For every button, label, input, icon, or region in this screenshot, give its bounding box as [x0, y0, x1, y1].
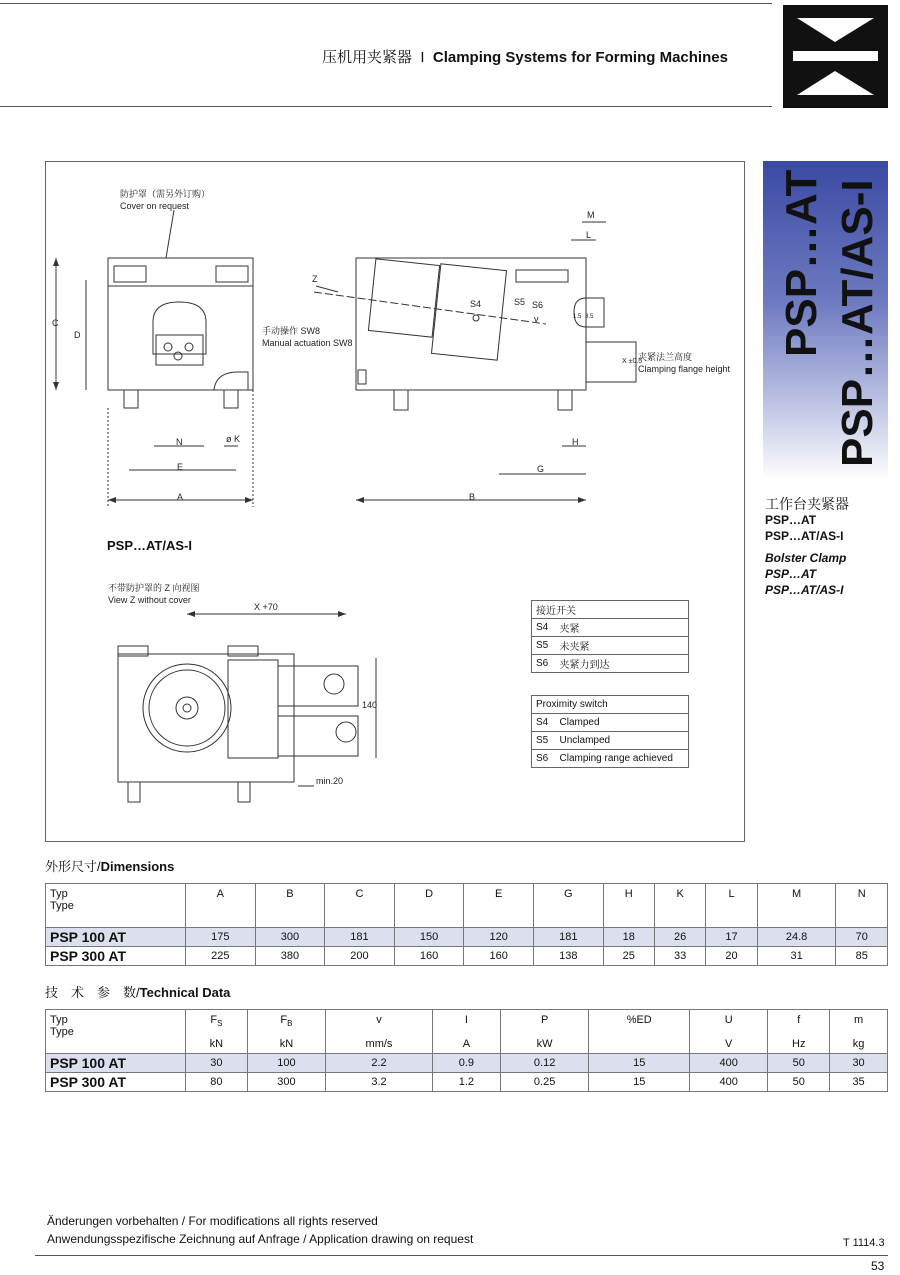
header-title-cn: 压机用夹紧器 — [322, 49, 413, 66]
front-view-clamp — [153, 302, 206, 354]
dim-S6: S6 — [532, 300, 544, 310]
cell: 26 — [654, 928, 705, 947]
typ-header — [46, 884, 186, 928]
dim-L: L — [586, 230, 592, 240]
dim-140: 140 — [362, 700, 378, 710]
side-caption-4: PSP…AT — [765, 567, 817, 581]
side-caption-2: PSP…AT/AS-I — [765, 529, 844, 543]
side-title-1: PSP…AT — [777, 169, 826, 357]
cell: 181 — [533, 928, 603, 947]
dim-C: C — [52, 318, 59, 328]
dim-3-5: 3.5 — [585, 314, 594, 320]
col-header: U V — [690, 1010, 768, 1054]
switch-label: Unclamped — [556, 732, 689, 750]
cell: 200 — [325, 947, 395, 966]
viewz-label-cn: 不带防护罩的 Z 向视图 — [108, 583, 200, 593]
cell: 100 — [247, 1054, 325, 1073]
col-header: I A — [432, 1010, 500, 1054]
col-header: G — [533, 884, 603, 928]
viewz-label-en: View Z without cover — [108, 595, 191, 605]
dimensions-table — [45, 883, 888, 966]
col-header: E — [464, 884, 534, 928]
switch-label: 夹紧力到达 — [556, 655, 689, 673]
cover-label-cn: 防护罩（需另外订购） — [120, 189, 211, 199]
col-header: K — [654, 884, 705, 928]
manual-label-cn: 手动操作 SW8 — [262, 326, 321, 336]
col-header: $F_S$ kN — [186, 1010, 248, 1054]
table-row — [46, 1054, 888, 1073]
cell: 15 — [589, 1054, 690, 1073]
cell: 17 — [706, 928, 757, 947]
model-label: PSP…AT/AS-I — [107, 538, 192, 553]
dim-1-5: 1.5 — [573, 314, 582, 320]
col-header: m kg — [830, 1010, 888, 1054]
cell: 175 — [186, 928, 256, 947]
switch-table-en-header: Proximity switch — [532, 696, 689, 714]
cell: 138 — [533, 947, 603, 966]
cell: 50 — [768, 1054, 830, 1073]
technical-table — [45, 1009, 888, 1092]
header-separator: I — [416, 49, 429, 66]
switch-code: S6 — [532, 750, 556, 768]
switch-row — [532, 750, 689, 768]
dim-K: ø K — [226, 434, 241, 444]
row-name: PSP 100 AT — [46, 928, 186, 947]
front-view-body — [108, 258, 253, 390]
header-title-en: Clamping Systems for Forming Machines — [432, 49, 728, 66]
switch-row — [532, 714, 689, 732]
cell: 24.8 — [757, 928, 836, 947]
cell: 0.25 — [500, 1073, 589, 1092]
side-view-body — [356, 258, 586, 390]
col-header: %ED — [589, 1010, 690, 1054]
cell: 300 — [255, 928, 325, 947]
technical-title-cn: 技 术 参 数/ — [45, 985, 140, 1000]
col-header: M — [757, 884, 836, 928]
side-caption-5: PSP…AT/AS-I — [765, 583, 844, 597]
switch-row — [532, 637, 689, 655]
switch-table-cn-header: 接近开关 — [532, 601, 689, 619]
col-header: D — [394, 884, 464, 928]
cell: 400 — [690, 1054, 768, 1073]
switch-label: Clamped — [556, 714, 689, 732]
col-header: v mm/s — [326, 1010, 433, 1054]
cell: 18 — [603, 928, 654, 947]
col-header: f Hz — [768, 1010, 830, 1054]
page-header-title — [322, 46, 728, 67]
side-caption-3: Bolster Clamp — [765, 551, 847, 565]
switch-row — [532, 732, 689, 750]
cell: 300 — [247, 1073, 325, 1092]
cell: 160 — [394, 947, 464, 966]
side-view-cylinder — [368, 259, 439, 337]
col-header: H — [603, 884, 654, 928]
cell: 1.2 — [432, 1073, 500, 1092]
cell: 0.12 — [500, 1054, 589, 1073]
cell: 225 — [186, 947, 256, 966]
switch-label: Clamping range achieved — [556, 750, 689, 768]
dim-S5: S5 — [514, 297, 526, 307]
switch-label: 未夹紧 — [556, 637, 689, 655]
cell: 2.2 — [326, 1054, 433, 1073]
side-title-band — [763, 161, 888, 481]
table-row — [46, 1073, 888, 1092]
z-view-wheel — [143, 664, 231, 752]
dim-X70: X +70 — [254, 602, 278, 612]
type-label: Type — [50, 900, 74, 912]
cell: 30 — [830, 1054, 888, 1073]
typ-label: Typ — [50, 888, 68, 900]
footer-line-2: Anwendungsspezifische Zeichnung auf Anfrage / Application drawing on request — [47, 1232, 474, 1246]
dim-G: G — [537, 464, 545, 474]
cell: 0.9 — [432, 1054, 500, 1073]
dim-M: M — [587, 210, 595, 220]
flange-label-en: Clamping flange height — [638, 364, 731, 374]
manual-label-en: Manual actuation SW8 — [262, 338, 353, 348]
switch-label: 夹紧 — [556, 619, 689, 637]
technical-title-en: Technical Data — [139, 985, 231, 1000]
technical-title — [45, 982, 230, 1001]
cell: 160 — [464, 947, 534, 966]
cell: 400 — [690, 1073, 768, 1092]
switch-code: S4 — [532, 619, 556, 637]
flange-label-cn: 夹紧法兰高度 — [638, 352, 693, 362]
dim-X: X ±0.5 — [622, 358, 643, 365]
dim-S4: S4 — [470, 299, 482, 309]
cell: 120 — [464, 928, 534, 947]
typ-header — [46, 1010, 186, 1054]
cell: 30 — [186, 1054, 248, 1073]
table-row — [46, 928, 888, 947]
cell: 33 — [654, 947, 705, 966]
cell: 3.2 — [326, 1073, 433, 1092]
cell: 35 — [830, 1073, 888, 1092]
header-rule-bottom — [0, 106, 772, 107]
cell: 80 — [186, 1073, 248, 1092]
dimensions-title-cn: 外形尺寸/ — [45, 859, 101, 874]
cell: 181 — [325, 928, 395, 947]
switch-code: S4 — [532, 714, 556, 732]
dim-B: B — [469, 492, 476, 502]
cell: 20 — [706, 947, 757, 966]
cell: 50 — [768, 1073, 830, 1092]
dim-v: v — [534, 314, 539, 324]
side-caption-cn: 工作台夹紧器 — [765, 496, 849, 512]
cell: 15 — [589, 1073, 690, 1092]
dim-A: A — [177, 492, 184, 502]
cell: 380 — [255, 947, 325, 966]
dim-H: H — [572, 437, 579, 447]
header-rule-top — [0, 3, 772, 4]
dim-Z: Z — [312, 274, 318, 284]
type-label: Type — [50, 1026, 74, 1038]
row-name: PSP 300 AT — [46, 1073, 186, 1092]
footer-rule — [35, 1255, 888, 1256]
col-header: P kW — [500, 1010, 589, 1054]
col-header: C — [325, 884, 395, 928]
cover-label-en: Cover on request — [120, 201, 190, 211]
switch-code: S5 — [532, 732, 556, 750]
switch-row — [532, 655, 689, 673]
switch-row — [532, 619, 689, 637]
cell: 70 — [836, 928, 888, 947]
switch-code: S5 — [532, 637, 556, 655]
cell: 85 — [836, 947, 888, 966]
row-name: PSP 100 AT — [46, 1054, 186, 1073]
typ-label: Typ — [50, 1014, 68, 1026]
col-header: B — [255, 884, 325, 928]
table-row — [46, 947, 888, 966]
dimensions-title-en: Dimensions — [100, 859, 175, 874]
dim-N: N — [176, 437, 183, 447]
cell: 25 — [603, 947, 654, 966]
footer-line-1: Änderungen vorbehalten / For modifications all rights reserved — [47, 1214, 378, 1228]
document-reference: T 1114.3 — [843, 1237, 885, 1249]
col-header: N — [836, 884, 888, 928]
switch-code: S6 — [532, 655, 556, 673]
dim-D: D — [74, 330, 81, 340]
col-header: L — [706, 884, 757, 928]
switch-table-en — [531, 695, 689, 768]
side-caption-1: PSP…AT — [765, 513, 817, 527]
cell: 150 — [394, 928, 464, 947]
page-number: 53 — [871, 1259, 885, 1273]
switch-table-cn — [531, 600, 689, 673]
col-header: A — [186, 884, 256, 928]
company-logo — [783, 5, 888, 108]
dimensions-title — [45, 856, 174, 875]
side-title-2: PSP…AT/AS-I — [833, 179, 882, 467]
dim-E: E — [177, 462, 184, 472]
row-name: PSP 300 AT — [46, 947, 186, 966]
col-header: $F_B$ kN — [247, 1010, 325, 1054]
dim-min20: min.20 — [316, 776, 344, 786]
cell: 31 — [757, 947, 836, 966]
